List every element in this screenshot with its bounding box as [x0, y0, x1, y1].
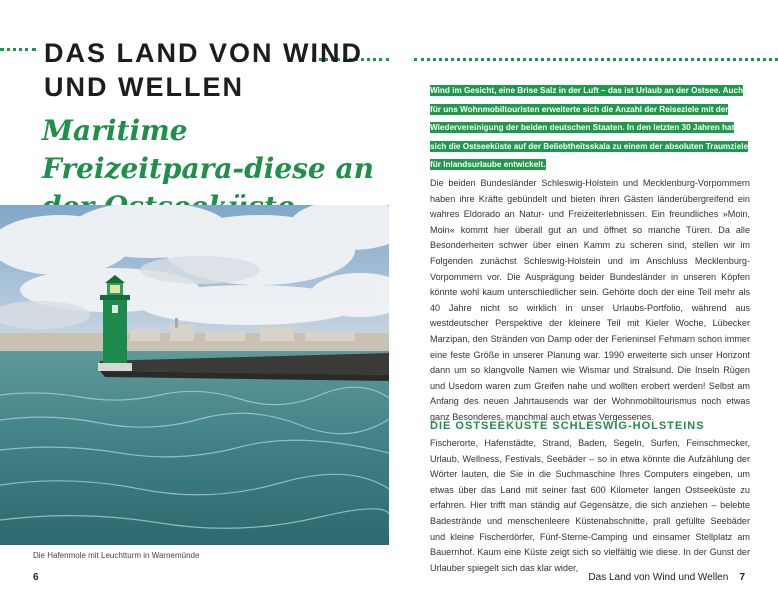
- footer-right: [588, 572, 745, 583]
- chapter-headline: DAS LAND VON WIND UND WELLEN: [44, 38, 363, 102]
- page-number-right: 7: [739, 572, 745, 583]
- page-number-left: 6: [33, 572, 39, 583]
- lead-paragraph: [430, 80, 750, 173]
- body-paragraph-1: Die beiden Bundesländer Schleswig-Holstein und Mecklenburg-Vorpommern haben ihre Kräfte gebündelt und bieten ihren Gästen länderübergreifend ein wahres Eldorado an Natur- und Freizeiterlebnissen. Ein freundliches »Moin, Moin« kommt hier überall gut an und öffnet so manche Türen. Da alle Besonderheiten schwer über einen Kamm zu scheren sind, stellen wir im Folgenden zunächst Schleswig-Holstein und im Anschluss Mecklenburg-Vorpommern vor. Die Ausprägung beider Bundesländer in unseren Köpfen könnte wohl kaum unterschiedlicher sein. Gehörte doch der eine Teil mehr als 40 Jahre nicht so wirklich in unser Urlaubs-Portfolio, während aus westdeutscher Perspektive der kleinere Teil mit Kieler Woche, Lübecker Marzipan, den Stränden von Damp oder der Ferieninsel Fehmarn schon immer eine feste Größe in unserer Planung war. 1990 erweiterte sich unser Horizont dann um so klangvolle Namen wie Wismar und Stralsund. Die Inseln Rügen und Usedom waren zum Greifen nahe und wollten erobert werden! Selbst am Anfang des neuen Jahrtausends war der Wohnmobiltourismus noch etwas ganz Besonderes, manchmal auch etwas Vergessenes.: [430, 178, 750, 422]
- chapter-subheadline: Maritime Freizeitpara-diese an: [42, 114, 374, 185]
- lead-text: Wind im Gesicht, eine Brise Salz in der Luft – das ist Urlaub an der Ostsee. Auch für uns Wohnmobiltouristen erweiterte sich die Anzahl der Reiseziele mit der Wiedervereinigung der beiden deutschen Staaten. In den letzten 30 Jahren hat sich die Ostseeküste auf der Beliebtheitsskala zu einem der absoluten Traumziele für Inlandsurlaube entwickelt.: [430, 86, 749, 170]
- footer-title: Das Land von Wind und Wellen: [588, 572, 729, 583]
- body-paragraph-2: Fischerorte, Hafenstädte, Strand, Baden, Segeln, Surfen, Feinschmecker, Urlaub, Wellness, Festivals, Seebäder – so in etwa könnte die Aufzählung der Wörter lauten, die Sie in die Suchmaschine Ihres Computers eingeben, um etwas über das Land mit seiner fast 600 Kilometer langen Ostseeküste zu erfahren. Hier trifft man ständig auf Gegensätze, die sich anziehen – belebte Badestrände und menschenleere Küstenabschnitte, prall gefüllte Seebäder und kleine Fischerdörfer, Fünf-Sterne-Camping und einsamer Stellplatz am Bauernhof. Kaum eine Küste zeigt sich so vielfältig wie diese. In der Gunst der Urlauber spiegelt sich das klar wider,: [430, 438, 750, 573]
- dotted-rule-right: [414, 58, 778, 61]
- section-subhead: DIE OSTSEEKÜSTE SCHLESWIG-HOLSTEINS: [430, 420, 705, 432]
- harbor-photo: [0, 205, 389, 545]
- dotted-rule-left: [0, 48, 36, 51]
- lighthouse-harbor-image: [0, 205, 389, 545]
- photo-caption: Die Hafenmole mit Leuchtturm in Warnemünde: [33, 551, 200, 560]
